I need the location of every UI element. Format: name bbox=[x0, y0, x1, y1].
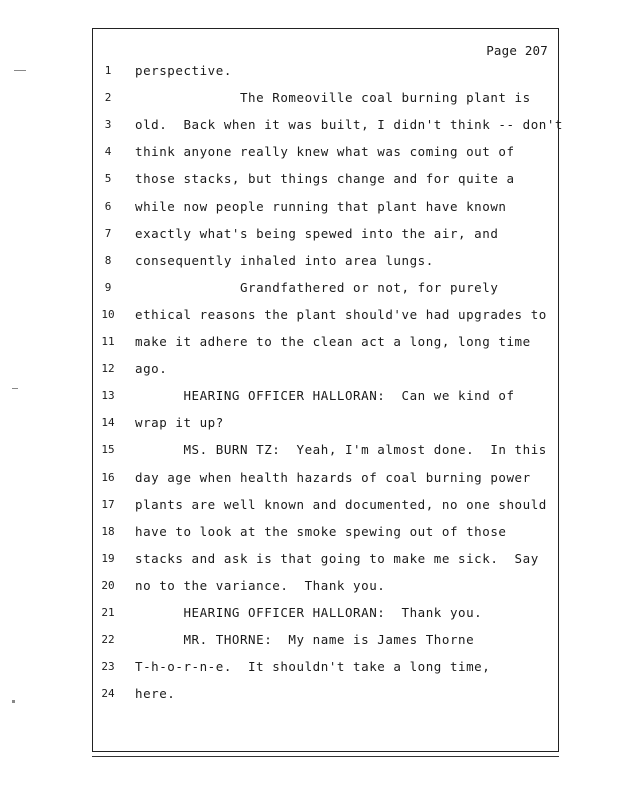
line-number: 19 bbox=[101, 551, 115, 565]
transcript-line bbox=[93, 90, 560, 110]
page-number: Page 207 bbox=[486, 43, 548, 58]
transcript-line bbox=[93, 551, 560, 571]
line-text: ago. bbox=[135, 361, 168, 377]
line-number: 3 bbox=[104, 118, 112, 132]
transcript-line bbox=[93, 63, 560, 83]
line-text: stacks and ask is that going to make me sick. Say bbox=[135, 550, 539, 566]
transcript-line bbox=[93, 497, 560, 517]
line-text: consequently inhaled into area lungs. bbox=[135, 252, 434, 268]
margin-mark bbox=[12, 388, 18, 389]
line-text: those stacks, but things change and for quite a bbox=[135, 171, 515, 187]
line-number: 10 bbox=[101, 307, 115, 321]
transcript-line bbox=[93, 117, 564, 137]
line-text: The Romeoville coal burning plant is bbox=[135, 90, 531, 106]
transcript-line bbox=[93, 253, 560, 273]
line-number: 17 bbox=[101, 497, 115, 511]
line-text: exactly what's being spewed into the air, and bbox=[135, 225, 499, 241]
line-number: 8 bbox=[104, 253, 112, 267]
line-text: HEARING OFFICER HALLORAN: Can we kind of bbox=[135, 388, 515, 404]
line-text: plants are well known and documented, no one should bbox=[135, 496, 547, 512]
transcript-line bbox=[93, 171, 560, 191]
line-text: MS. BURN TZ: Yeah, I'm almost done. In this bbox=[135, 442, 547, 458]
transcript-line bbox=[93, 470, 560, 490]
transcript-page bbox=[92, 28, 564, 752]
line-text: Grandfathered or not, for purely bbox=[135, 279, 499, 295]
line-text: wrap it up? bbox=[135, 415, 224, 431]
transcript-line bbox=[93, 524, 560, 544]
transcript-line bbox=[93, 686, 560, 706]
transcript-line bbox=[93, 632, 560, 652]
transcript-line bbox=[93, 415, 560, 435]
line-text: no to the variance. Thank you. bbox=[135, 577, 386, 593]
line-text: have to look at the smoke spewing out of those bbox=[135, 523, 507, 539]
line-text: ethical reasons the plant should've had upgrades to bbox=[135, 306, 547, 322]
line-text: think anyone really knew what was coming out of bbox=[135, 144, 515, 160]
transcript-line bbox=[93, 388, 560, 408]
line-number: 6 bbox=[104, 199, 112, 213]
line-text: MR. THORNE: My name is James Thorne bbox=[135, 632, 475, 648]
line-number: 21 bbox=[101, 606, 115, 619]
line-text: HEARING OFFICER HALLORAN: Thank you. bbox=[135, 605, 483, 620]
line-number: 5 bbox=[104, 172, 112, 186]
line-text: day age when health hazards of coal burning power bbox=[135, 469, 531, 485]
transcript-line bbox=[93, 605, 560, 625]
line-text: old. Back when it was built, I didn't think -- don't bbox=[135, 117, 564, 133]
transcript-line bbox=[93, 144, 560, 164]
transcript-line bbox=[93, 442, 560, 462]
line-number: 2 bbox=[104, 91, 112, 105]
line-text: here. bbox=[135, 686, 176, 702]
line-number: 14 bbox=[101, 416, 115, 430]
line-number: 20 bbox=[101, 578, 115, 592]
transcript-line bbox=[93, 199, 560, 219]
line-number: 4 bbox=[104, 145, 112, 159]
transcript-line bbox=[93, 307, 560, 327]
line-number: 18 bbox=[101, 524, 115, 538]
line-text: make it adhere to the clean act a long, long time bbox=[135, 334, 531, 349]
line-number: 13 bbox=[101, 389, 115, 403]
transcript-line bbox=[93, 578, 560, 598]
line-number: 15 bbox=[101, 443, 115, 457]
line-number: 24 bbox=[101, 687, 115, 701]
margin-mark bbox=[12, 700, 15, 703]
transcript-line bbox=[93, 334, 560, 354]
line-text: while now people running that plant have known bbox=[135, 198, 507, 214]
transcript-line bbox=[93, 361, 560, 381]
line-number: 9 bbox=[104, 280, 112, 294]
line-text: perspective. bbox=[135, 63, 232, 78]
line-number: 16 bbox=[101, 470, 115, 484]
line-number: 12 bbox=[101, 362, 115, 376]
margin-mark bbox=[14, 70, 26, 71]
line-number: 11 bbox=[101, 335, 115, 348]
line-text: T-h-o-r-n-e. It shouldn't take a long time, bbox=[135, 659, 491, 675]
line-number: 7 bbox=[104, 226, 112, 240]
transcript-line bbox=[93, 659, 560, 679]
line-number: 23 bbox=[101, 660, 115, 674]
transcript-line bbox=[93, 280, 560, 300]
line-number: 22 bbox=[101, 633, 115, 647]
line-number: 1 bbox=[104, 64, 112, 77]
transcript-line bbox=[93, 226, 560, 246]
